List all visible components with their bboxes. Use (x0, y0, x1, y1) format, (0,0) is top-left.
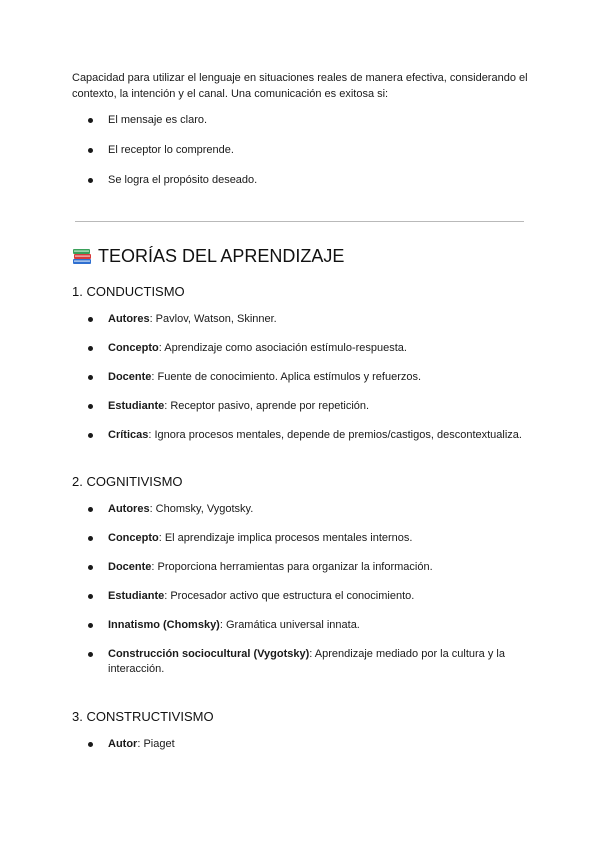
horizontal-divider (75, 221, 524, 222)
section-heading-constructivismo: 3. CONSTRUCTIVISMO (72, 709, 214, 724)
conductismo-list (72, 312, 542, 443)
list-item: Docente: Proporciona herramientas para organizar la información. (72, 560, 542, 575)
bullet-icon (88, 536, 93, 541)
bullet-icon (88, 148, 93, 153)
bullet-icon (88, 594, 93, 599)
list-item: El receptor lo comprende. (72, 143, 542, 158)
list-item: Concepto: El aprendizaje implica procesos mentales internos. (72, 531, 542, 546)
section-heading-cognitivismo: 2. COGNITIVISMO (72, 474, 183, 489)
books-icon (72, 247, 92, 265)
bullet-icon (88, 375, 93, 380)
list-item: El mensaje es claro. (72, 113, 542, 128)
bullet-icon (88, 404, 93, 409)
bullet-icon (88, 623, 93, 628)
page-title (72, 244, 344, 268)
cognitivismo-list (72, 502, 542, 677)
list-item: Estudiante: Receptor pasivo, aprende por repetición. (72, 399, 542, 414)
list-item: Se logra el propósito deseado. (72, 173, 542, 188)
bullet-icon (88, 507, 93, 512)
intro-paragraph: Capacidad para utilizar el lenguaje en situaciones reales de manera efectiva, considerando el contexto, la intención y el canal. Una comunicación es exitosa si: (72, 72, 528, 100)
bullet-icon (88, 433, 93, 438)
list-item: Autores: Pavlov, Watson, Skinner. (72, 312, 542, 327)
list-item: Construcción sociocultural (Vygotsky): Aprendizaje mediado por la cultura y la interacción. (72, 647, 542, 677)
list-item: Concepto: Aprendizaje como asociación estímulo-respuesta. (72, 341, 542, 356)
bullet-icon (88, 652, 93, 657)
list-item: Docente: Fuente de conocimiento. Aplica estímulos y refuerzos. (72, 370, 542, 385)
bullet-icon (88, 178, 93, 183)
list-item: Críticas: Ignora procesos mentales, depende de premios/castigos, descontextualiza. (72, 428, 542, 443)
page-title-text: TEORÍAS DEL APRENDIZAJE (98, 246, 345, 266)
list-item: Innatismo (Chomsky): Gramática universal innata. (72, 618, 542, 633)
bullet-icon (88, 565, 93, 570)
list-item: Estudiante: Procesador activo que estructura el conocimiento. (72, 589, 542, 604)
bullet-icon (88, 742, 93, 747)
list-item: Autores: Chomsky, Vygotsky. (72, 502, 542, 517)
bullet-icon (88, 317, 93, 322)
section-heading-conductismo: 1. CONDUCTISMO (72, 284, 185, 299)
bullet-icon (88, 118, 93, 123)
intro-bullet-list (72, 113, 542, 188)
constructivismo-list (72, 737, 542, 752)
bullet-icon (88, 346, 93, 351)
list-item: Autor: Piaget (72, 737, 542, 752)
